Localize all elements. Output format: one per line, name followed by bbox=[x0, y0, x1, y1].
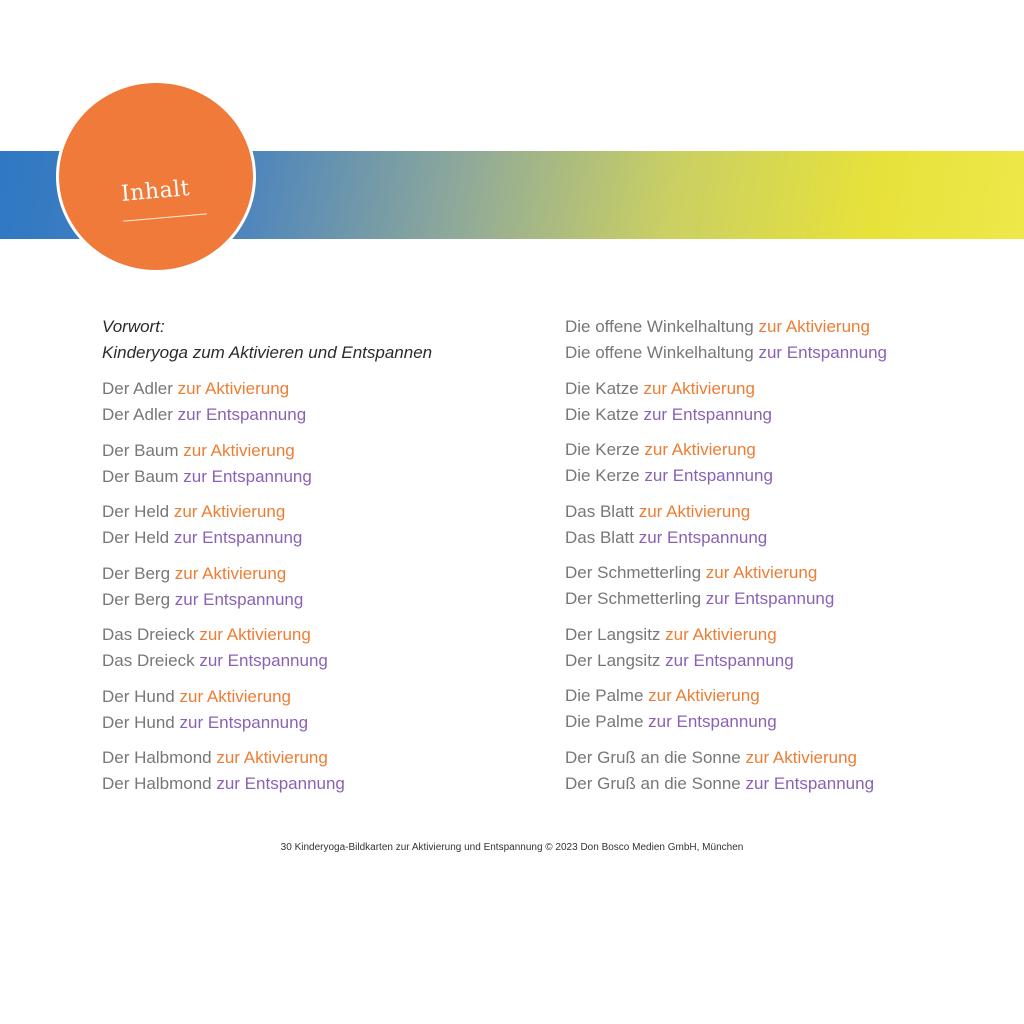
activation-label: zur Aktivierung bbox=[745, 747, 857, 767]
pose-name: Die Kerze bbox=[565, 466, 640, 485]
activation-label: zur Aktivierung bbox=[183, 440, 295, 460]
activation-label: zur Aktivierung bbox=[199, 625, 311, 644]
activation-label: zur Aktivierung bbox=[648, 686, 760, 705]
relaxation-label: zur Entspannung bbox=[705, 589, 835, 608]
activation-label: zur Aktivierung bbox=[638, 501, 751, 521]
pose-name: Der Halbmond bbox=[102, 748, 212, 767]
toc-entry-relaxation bbox=[102, 710, 522, 736]
pose-name: Der Berg bbox=[102, 563, 171, 583]
relaxation-label: zur Entspannung bbox=[665, 650, 794, 670]
relaxation-label: zur Entspannung bbox=[199, 651, 328, 670]
pose-name: Die Palme bbox=[565, 686, 644, 705]
foreword-label: Vorwort: bbox=[102, 317, 165, 336]
toc-entry-group bbox=[565, 683, 985, 735]
toc-entry-activation bbox=[102, 376, 522, 402]
pose-name: Der Gruß an die Sonne bbox=[565, 773, 741, 793]
toc-entry-group bbox=[102, 438, 522, 490]
toc-entry-group bbox=[565, 560, 985, 612]
pose-name: Das Blatt bbox=[565, 501, 634, 521]
toc-entry-activation bbox=[565, 683, 985, 709]
toc-entry-activation bbox=[565, 560, 985, 586]
pose-name: Der Adler bbox=[102, 405, 173, 424]
relaxation-label: zur Entspannung bbox=[638, 527, 768, 547]
toc-entry-group bbox=[102, 684, 522, 736]
activation-label: zur Aktivierung bbox=[173, 502, 286, 521]
activation-label: zur Aktivierung bbox=[644, 440, 756, 459]
pose-name: Die offene Winkelhaltung bbox=[565, 317, 754, 336]
toc-entry-activation bbox=[102, 499, 522, 525]
toc-entry-group bbox=[565, 314, 985, 366]
pose-name: Der Langsitz bbox=[565, 650, 661, 670]
relaxation-label: zur Entspannung bbox=[179, 712, 309, 732]
relaxation-label: zur Entspannung bbox=[173, 528, 303, 547]
toc-entry-group bbox=[565, 499, 985, 551]
pose-name: Das Dreieck bbox=[102, 625, 195, 644]
toc-entry-relaxation bbox=[102, 648, 522, 674]
pose-name: Der Schmetterling bbox=[565, 563, 702, 582]
toc-entry-group bbox=[565, 376, 985, 428]
toc-entry-activation bbox=[565, 622, 985, 648]
toc-entry-relaxation bbox=[565, 771, 985, 797]
toc-entry-activation bbox=[102, 438, 522, 464]
relaxation-label: zur Entspannung bbox=[216, 774, 345, 793]
activation-label: zur Aktivierung bbox=[643, 378, 755, 398]
pose-name: Der Schmetterling bbox=[565, 589, 702, 608]
activation-label: zur Aktivierung bbox=[758, 317, 870, 336]
toc-entry-relaxation bbox=[565, 709, 985, 735]
relaxation-label: zur Entspannung bbox=[644, 466, 773, 485]
toc-entry-activation bbox=[565, 499, 985, 525]
activation-label: zur Aktivierung bbox=[216, 748, 328, 767]
relaxation-label: zur Entspannung bbox=[174, 589, 304, 609]
toc-entry-activation bbox=[102, 622, 522, 648]
relaxation-label: zur Entspannung bbox=[648, 712, 777, 731]
pose-name: Die offene Winkelhaltung bbox=[565, 343, 754, 362]
pose-name: Das Dreieck bbox=[102, 651, 195, 670]
footer-copyright: 30 Kinderyoga-Bildkarten zur Aktivierung und Entspannung © 2023 Don Bosco Medien GmbH, München bbox=[280, 842, 744, 853]
activation-label: zur Aktivierung bbox=[174, 563, 287, 583]
toc-right-column bbox=[565, 314, 985, 806]
toc-entry-group bbox=[102, 499, 522, 551]
pose-name: Der Held bbox=[102, 502, 170, 521]
toc-entry-activation bbox=[565, 376, 985, 402]
pose-name: Die Katze bbox=[565, 404, 639, 424]
toc-entry-group bbox=[565, 745, 985, 797]
relaxation-label: zur Entspannung bbox=[745, 773, 875, 793]
pose-name: Der Halbmond bbox=[102, 774, 212, 793]
activation-label: zur Aktivierung bbox=[705, 563, 818, 582]
toc-entry-group bbox=[565, 437, 985, 489]
toc-entry-relaxation bbox=[565, 648, 985, 674]
toc-entry-group bbox=[102, 376, 522, 428]
page-title: Inhalt bbox=[120, 176, 191, 207]
toc-entry-activation bbox=[565, 314, 985, 340]
pose-name: Der Langsitz bbox=[565, 624, 661, 644]
foreword-entry bbox=[102, 314, 522, 366]
toc-entry-relaxation bbox=[565, 525, 985, 551]
pose-name: Der Hund bbox=[102, 712, 175, 732]
toc-entry-relaxation bbox=[102, 587, 522, 613]
toc-left-column bbox=[102, 314, 522, 807]
toc-entry-activation bbox=[565, 745, 985, 771]
pose-name: Der Baum bbox=[102, 440, 179, 460]
relaxation-label: zur Entspannung bbox=[758, 343, 887, 362]
toc-entry-relaxation bbox=[102, 464, 522, 490]
pose-name: Der Gruß an die Sonne bbox=[565, 747, 741, 767]
toc-entry-group bbox=[102, 745, 522, 797]
toc-entry-relaxation bbox=[565, 402, 985, 428]
activation-label: zur Aktivierung bbox=[177, 379, 290, 398]
toc-entry-group bbox=[102, 561, 522, 613]
toc-entry-group bbox=[102, 622, 522, 674]
relaxation-label: zur Entspannung bbox=[177, 405, 307, 424]
pose-name: Die Kerze bbox=[565, 440, 640, 459]
pose-name: Der Held bbox=[102, 528, 170, 547]
relaxation-label: zur Entspannung bbox=[183, 466, 312, 486]
toc-entry-relaxation bbox=[102, 771, 522, 797]
toc-entry-relaxation bbox=[565, 340, 985, 366]
foreword-title: Kinderyoga zum Aktivieren und Entspannen bbox=[102, 343, 433, 362]
relaxation-label: zur Entspannung bbox=[643, 404, 772, 424]
toc-entry-activation bbox=[102, 561, 522, 587]
toc-entry-relaxation bbox=[565, 586, 985, 612]
pose-name: Die Palme bbox=[565, 712, 644, 731]
toc-entry-activation bbox=[102, 745, 522, 771]
toc-entry-relaxation bbox=[102, 402, 522, 428]
activation-label: zur Aktivierung bbox=[179, 686, 291, 706]
toc-entry-relaxation bbox=[102, 525, 522, 551]
pose-name: Die Katze bbox=[565, 378, 639, 398]
title-badge bbox=[56, 80, 256, 273]
toc-entry-activation bbox=[102, 684, 522, 710]
activation-label: zur Aktivierung bbox=[665, 624, 777, 644]
toc-entry-activation bbox=[565, 437, 985, 463]
toc-entry-group bbox=[565, 622, 985, 674]
pose-name: Der Hund bbox=[102, 686, 175, 706]
pose-name: Der Adler bbox=[102, 379, 173, 398]
pose-name: Der Baum bbox=[102, 466, 179, 486]
pose-name: Der Berg bbox=[102, 589, 171, 609]
pose-name: Das Blatt bbox=[565, 527, 634, 547]
toc-entry-relaxation bbox=[565, 463, 985, 489]
title-underline bbox=[123, 213, 207, 221]
